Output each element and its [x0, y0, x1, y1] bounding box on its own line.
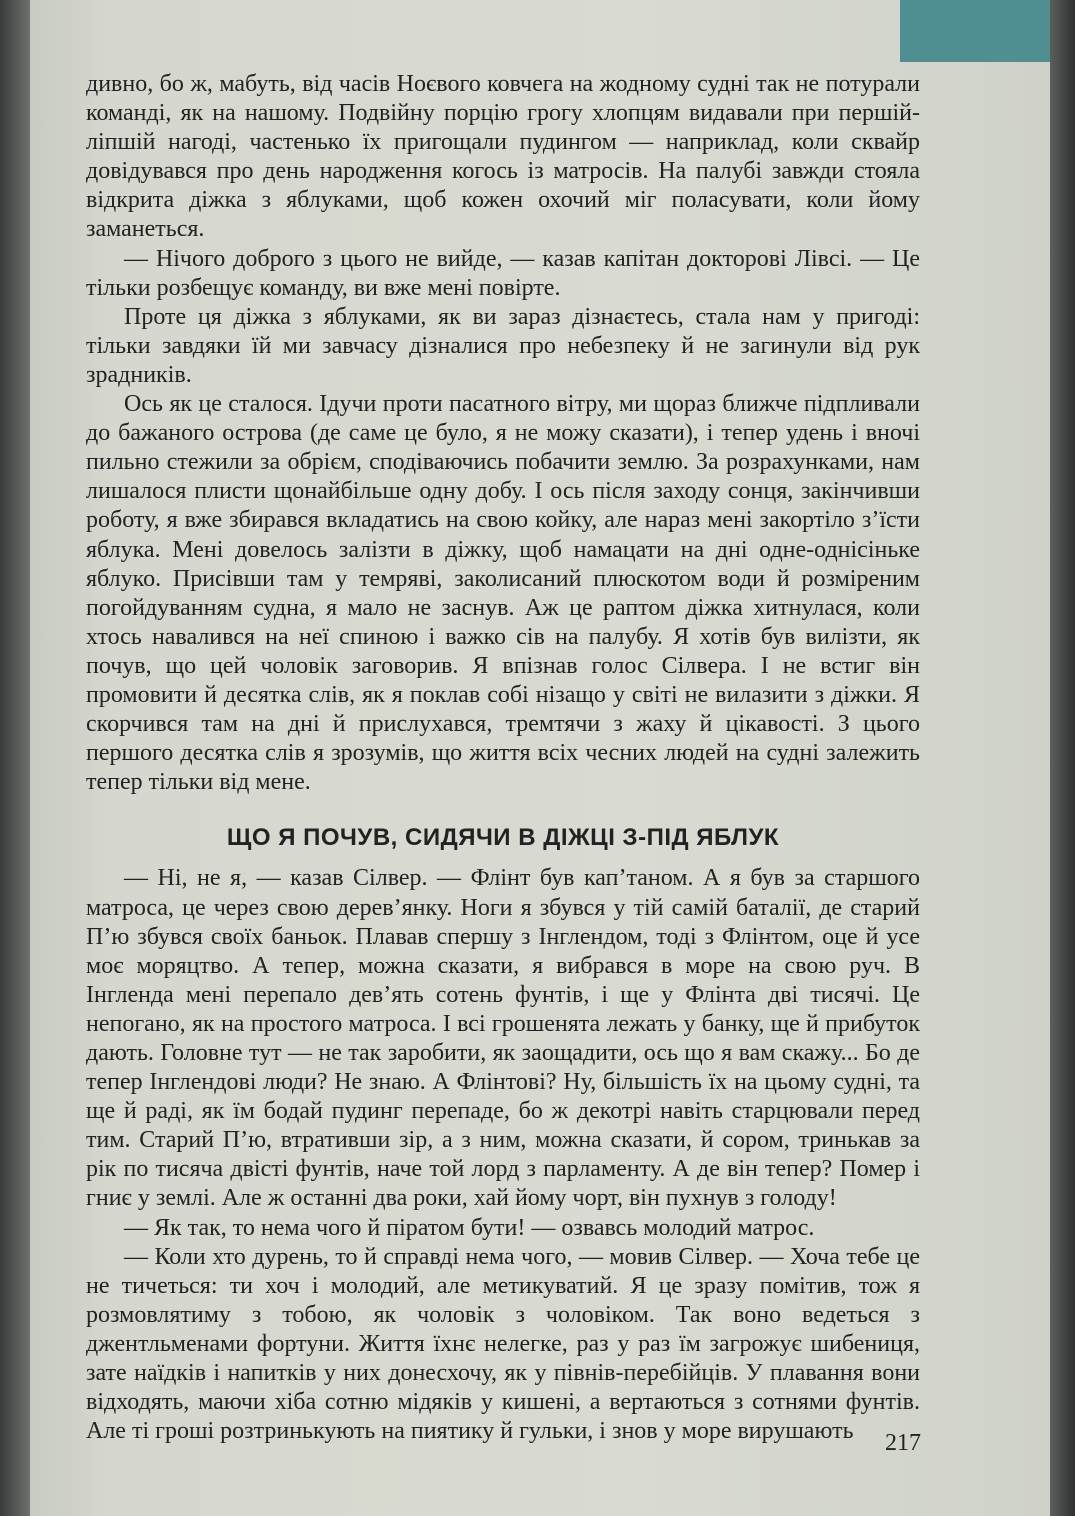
page-text	[86, 70, 920, 1446]
page-edge-shadow	[1050, 0, 1075, 1516]
chapter-heading: ЩО Я ПОЧУВ, СИДЯЧИ В ДІЖЦІ З-ПІД ЯБЛУК	[226, 824, 780, 852]
paragraph-2: — Нічого доброго з цього не вийде, — казав капітан докторові Лівсі. — Це тільки розбещує команду, ви вже мені повірте.	[86, 245, 920, 301]
corner-tab	[900, 0, 1050, 62]
book-page	[30, 0, 1050, 1516]
paragraph-6: — Як так, то нема чого й піратом бути! — озвавсь молодий матрос.	[124, 1214, 815, 1241]
paragraph-1: дивно, бо ж, мабуть, від часів Ноєвого ковчега на жодному судні так не потурали команді, як на нашому. Подвійну порцію грогу хлопцям видавали при першій-ліпшій нагоді, частенько їх пригощали пудингом — наприклад, коли сквайр довідувався про день народження когось із матросів. На палубі завжди стояла відкрита діжка з яблуками, щоб кожен охочий міг поласувати, коли йому заманеться.	[86, 71, 920, 243]
paragraph-7: — Коли хто дурень, то й справді нема чого, — мовив Сілвер. — Хоча тебе це не тичеться: ти хоч і молодий, але метикуватий. Я це зразу помітив, тож я розмовлятиму з тобою, як чоловік з чоловіком. Так воно ведеться з джентльменами фортуни. Життя їхнє нелегке, раз у раз їм загрожує шибениця, зате наїдків і напитків у них донесхочу, як у півнів-перебійців. У плавання вони відходять, маючи хіба сотню мідяків у кишені, а вертаються з сотнями фунтів. Але ті гроші розтринькують на пиятику й гульки, і знов у море вирушають	[86, 1243, 920, 1445]
paragraph-5: — Ні, не я, — казав Сілвер. — Флінт був кап’таном. А я був за старшого матроса, це через свою дерев’янку. Ноги я збувся у тій самій баталії, де старий П’ю збувся своїх баньок. Плавав спершу з Інглендом, тоді з Флінтом, оце й усе моє моряцтво. А тепер, можна сказати, я вибрався в море на свою руч. В Інгленда мені перепало дев’ять сотень фунтів, і ще у Флінта дві тисячі. Це непогано, як на простого матроса. І всі грошенята лежать у банку, ще й прибуток дають. Головне тут — не так заробити, як заощадити, ось що я вам скажу... Бо де тепер Інглендові люди? Не знаю. А Флінтові? Ну, більшість їх на цьому судні, та ще й раді, як їм бодай пудинг перепаде, бо ж декотрі навіть старцювали перед тим. Старий П’ю, втративши зір, а з ним, можна сказати, й сором, тринькав за рік по тисяча двісті фунтів, наче той лорд з парламенту. А де він тепер? Помер і гниє у землі. Але ж останні два роки, хай йому чорт, він пухнув з голоду!	[86, 865, 920, 1212]
page-number: 217	[885, 1430, 921, 1456]
page-binding-shadow	[0, 0, 30, 1516]
paragraph-4: Ось як це сталося. Ідучи проти пасатного вітру, ми щораз ближче підпливали до бажаного острова (де саме це було, я не можу сказати), і тепер удень і вночі пильно стежили за обрієм, сподіваючись побачити землю. За розрахунками, нам лишалося плисти щонайбільше одну добу. І ось після заходу сонця, закінчивши роботу, я вже збирався вкладатись на свою койку, але нараз мені закортіло з’їсти яблука. Мені довелось залізти в діжку, щоб намацати на дні одне-однісіньке яблуко. Присівши там у темряві, заколисаний плюскотом води й розміреним погойдуванням судна, я мало не заснув. Аж це раптом діжка хитнулася, коли хтось навалився на неї спиною і важко сів на палубу. Я хотів був вилізти, як почув, що цей чоловік заговорив. Я впізнав голос Сілвера. І не встиг він промовити й десятка слів, як я поклав собі нізащо у світі не вилазити з діжки. Я скорчився там на дні й прислухався, тремтячи з жаху й цікавості. З цього першого десятка слів я зрозумів, що життя всіх чесних людей на судні залежить тепер тільки від мене.	[86, 391, 920, 796]
paragraph-3: Проте ця діжка з яблуками, як ви зараз дізнаєтесь, стала нам у пригоді: тільки завдяки їй ми завчасу дізналися про небезпеку й не загинули від рук зрадників.	[86, 303, 920, 388]
